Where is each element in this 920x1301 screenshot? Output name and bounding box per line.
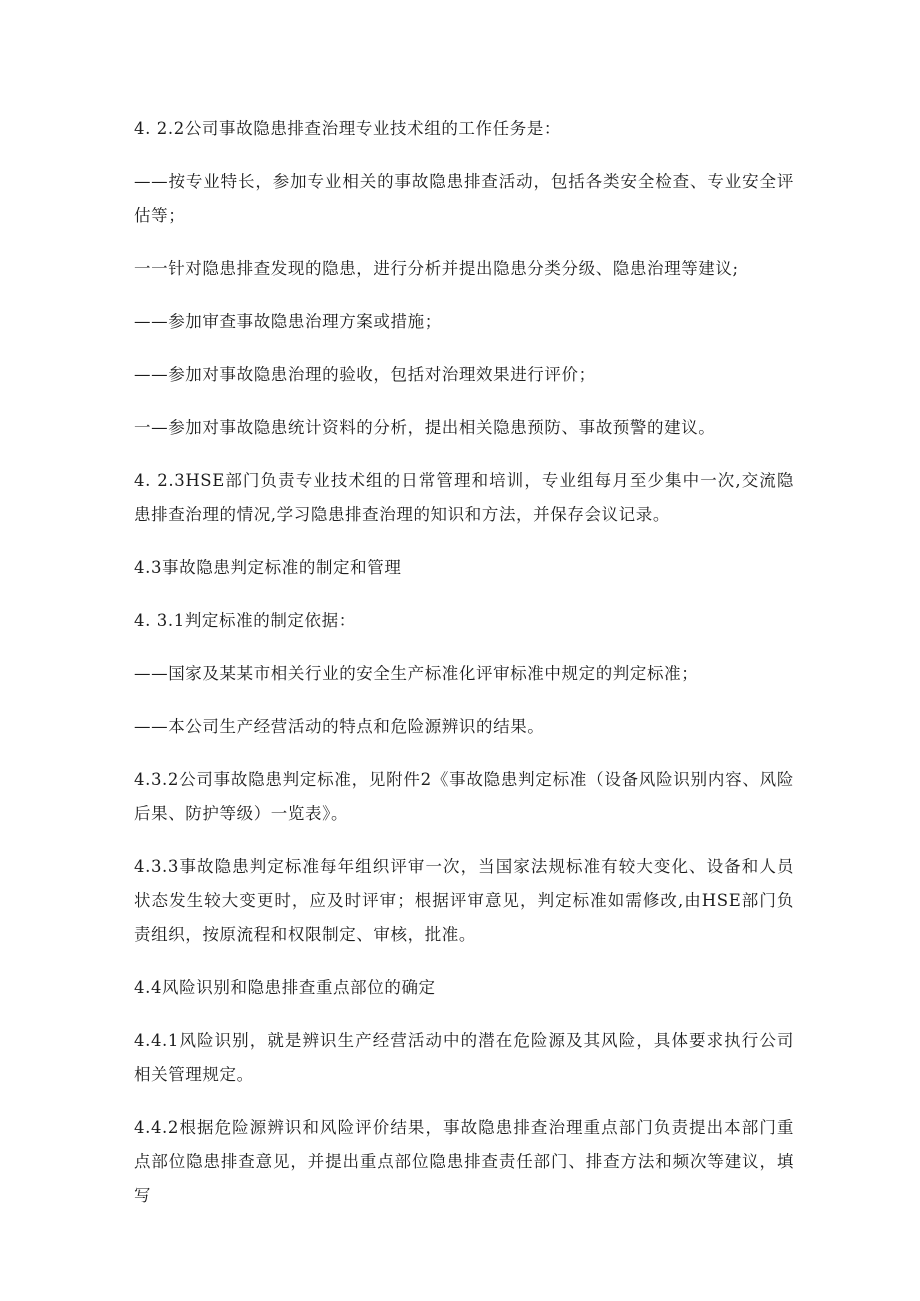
paragraph-basis-national-standard: ——国家及某某市相关行业的安全生产标准化评审标准中规定的判定标准；	[134, 664, 699, 683]
paragraph-task-hazard-analysis: 一一针对隐患排查发现的隐患，进行分析并提出隐患分类分级、隐患治理等建议;	[134, 259, 739, 278]
paragraph-4-3-1: 4. 3.1判定标准的制定依据：	[134, 611, 356, 630]
paragraph-4-4-2: 4.4.2根据危险源辨识和风险评价结果，事故隐患排查治理重点部门负责提出本部门重点部位隐患排查意见，并提出重点部位隐患排查责任部门、排查方法和频次等建议，填写	[134, 1118, 794, 1205]
section-heading-4-4: 4.4风险识别和隐患排查重点部位的确定	[134, 978, 436, 997]
paragraph-4-2-3: 4. 2.3HSE部门负责专业技术组的日常管理和培训，专业组每月至少集中一次,交流隐患排查治理的情况,学习隐患排查治理的知识和方法，并保存会议记录。	[134, 471, 794, 524]
paragraph-task-professional-inspection: ——按专业特长，参加专业相关的事故隐患排查活动，包括各类安全检查、专业安全评估等；	[134, 172, 794, 225]
paragraph-4-4-1: 4.4.1风险识别，就是辨识生产经营活动中的潜在危险源及其风险，具体要求执行公司相关管理规定。	[134, 1031, 794, 1084]
paragraph-task-review-plan: ——参加审查事故隐患治理方案或措施；	[134, 312, 442, 331]
paragraph-4-3-2: 4.3.2公司事故隐患判定标准，见附件2《事故隐患判定标准（设备风险识别内容、风险后果、防护等级）一览表》。	[134, 770, 794, 823]
paragraph-task-statistics-analysis: 一—参加对事故隐患统计资料的分析，提出相关隐患预防、事故预警的建议。	[134, 418, 716, 437]
paragraph-4-3-3: 4.3.3事故隐患判定标准每年组织评审一次，当国家法规标准有较大变化、设备和人员状态发生较大变更时，应及时评审；根据评审意见，判定标准如需修改,由HSE部门负责组织，按原流程和权限制定、审核，批准。	[134, 857, 794, 944]
section-heading-4-3: 4.3事故隐患判定标准的制定和管理	[134, 558, 402, 577]
paragraph-basis-company-activities: ——本公司生产经营活动的特点和危险源辨识的结果。	[134, 717, 545, 736]
paragraph-4-2-2-heading: 4. 2.2公司事故隐患排查治理专业技术组的工作任务是：	[134, 119, 562, 138]
document-body	[134, 112, 794, 1232]
paragraph-task-acceptance: ——参加对事故隐患治理的验收，包括对治理效果进行评价；	[134, 365, 596, 384]
